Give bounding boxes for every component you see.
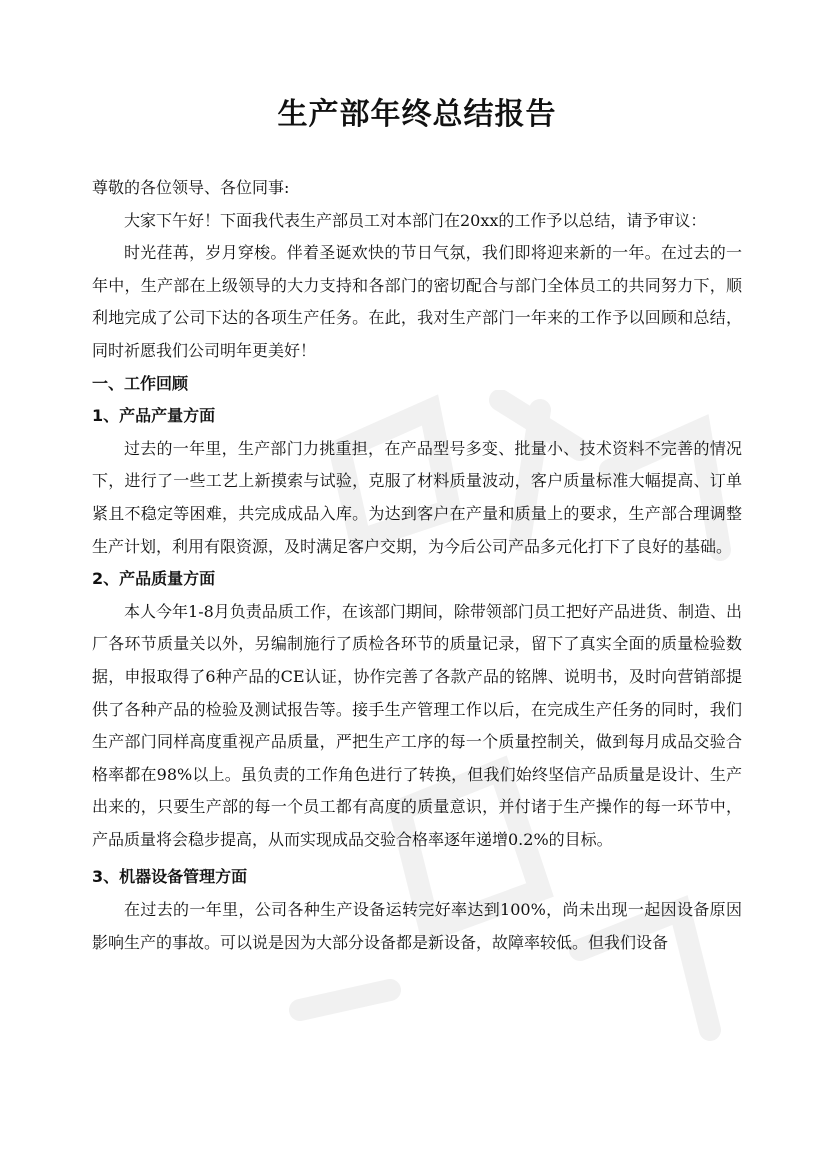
paragraph-output: 过去的一年里，生产部门力挑重担，在产品型号多变、批量小、技术资料不完善的情况下，进行了一些工艺上新摸索与试验，克服了材料质量波动，客户质量标准大幅提高、订单紧且不稳定等困难，共完成成品入库。为达到客户在产量和质量上的要求，生产部合理调整生产计划，利用有限资源，及时满足客户交期，为今后公司产品多元化打下了良好的基础。	[92, 438, 742, 556]
subheading-output: 1、产品产量方面	[92, 406, 216, 426]
document-body	[92, 92, 742, 959]
paragraph-quality: 本人今年1-8月负责品质工作，在该部门期间，除带领部门员工把好产品进货、制造、出厂各环节质量关以外，另编制施行了质检各环节的质量记录，留下了真实全面的质量检验数据，申报取得了6种产品的CE认证，协作完善了各款产品的铭牌、说明书，及时向营销部提供了各种产品的检验及测试报告等。接手生产管理工作以后，在完成生产任务的同时，我们生产部门同样高度重视产品质量，严把生产工序的每一个质量控制关，做到每月成品交验合格率都在98%以上。虽负责的工作角色进行了转换，但我们始终坚信产品质量是设计、生产出来的，只要生产部的每一个员工都有高度的质量意识，并付诸于生产操作的每一环节中，产品质量将会稳步提高，从而实现成品交验合格率逐年递增0.2%的目标。	[92, 601, 742, 849]
subheading-equipment: 3、机器设备管理方面	[92, 867, 248, 887]
section-heading-work-review: 一、工作回顾	[92, 373, 189, 393]
intro-paragraph: 大家下午好！下面我代表生产部员工对本部门在20xx的工作予以总结，请予审议：	[124, 210, 707, 230]
subheading-quality: 2、产品质量方面	[92, 569, 216, 589]
document-title: 生产部年终总结报告	[277, 97, 557, 132]
opening-paragraph: 时光荏苒，岁月穿梭。伴着圣诞欢快的节日气氛，我们即将迎来新的一年。在过去的一年中，生产部在上级领导的大力支持和各部门的密切配合与部门全体员工的共同努力下，顺利地完成了公司下达的各项生产任务。在此，我对生产部门一年来的工作予以回顾和总结，同时祈愿我们公司明年更美好！	[92, 243, 742, 360]
salutation: 尊敬的各位领导、各位同事:	[92, 178, 290, 197]
paragraph-equipment: 在过去的一年里，公司各种生产设备运转完好率达到100%，尚未出现一起因设备原因影响生产的事故。可以说是因为大部分设备都是新设备，故障率较低。但我们设备	[92, 900, 742, 952]
